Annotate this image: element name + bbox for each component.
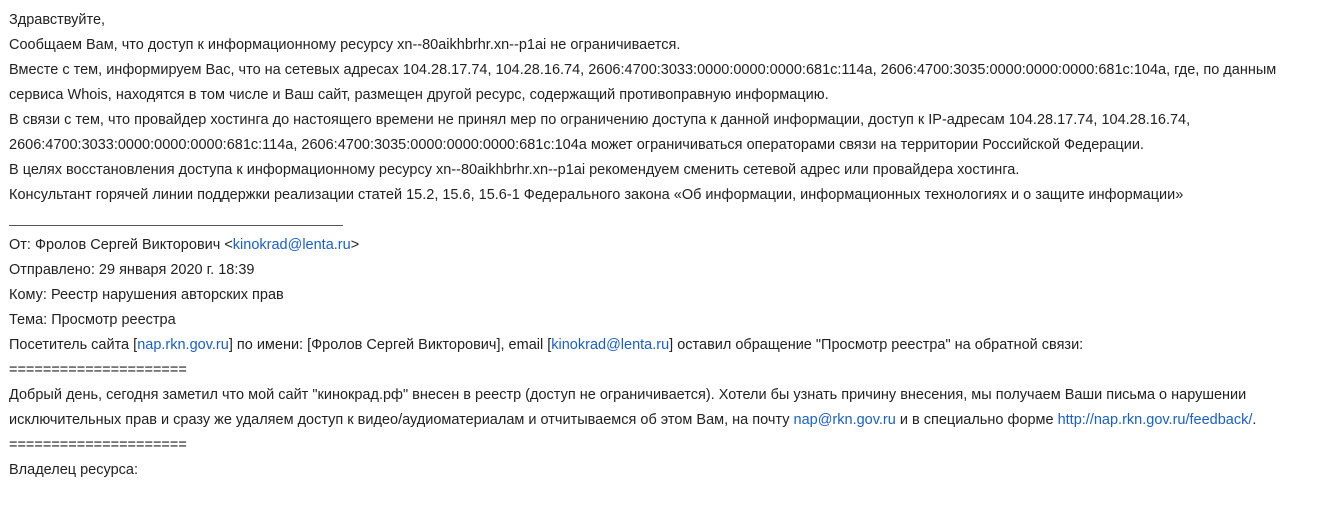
quoted-sent: Отправлено: 29 января 2020 г. 18:39 [9,262,255,278]
paragraph-shared-addresses-line-2: сервиса Whois, находятся в том числе и Ваш сайт, размещен другой ресурс, содержащий противоправную информацию. [9,87,829,103]
paragraph-recommendation: В целях восстановления доступа к информационному ресурсу xn--80aikhbrhr.xn--p1ai рекомендуем сменить сетевой адрес или провайдера хостинга. [9,162,1020,178]
greeting: Здравствуйте, [9,12,106,28]
paragraph-hosting-provider-line-2: 2606:4700:3033:0000:0000:0000:681c:114a, 2606:4700:3035:0000:0000:0000:681c:104a может ограничиваться операторами связи на территории Российской Федерации. [9,137,1144,153]
body-l2-prefix: исключительных прав и сразу же удаляем доступ к видео/аудиоматериалам и отчитываемся об этом Вам, на почту [9,412,794,428]
visitor-message-line-2 [9,408,1329,433]
signature: Консультант горячей линии поддержки реализации статей 15.2, 15.6, 15.6-1 Федерального закона «Об информации, информационных технологиях и о защите информации» [9,187,1184,203]
visitor-mid: ] по имени: [Фролов Сергей Викторович], email [ [228,337,552,353]
quoted-message [9,233,1329,483]
paragraph-hosting-provider-line-1: В связи с тем, что провайдер хостинга до настоящего времени не принял мер по ограничению доступа к данной информации, доступ к IP-адресам 104.28.17.74, 104.28.16.74, [9,112,1191,128]
quote-divider [9,225,343,226]
separator-bottom: ===================== [9,437,187,453]
quoted-subject: Тема: Просмотр реестра [9,312,176,328]
body-l2-mid: и в специально форме [895,412,1058,428]
feedback-form-link[interactable]: http://nap.rkn.gov.ru/feedback/ [1057,412,1253,428]
visitor-site-link[interactable]: nap.rkn.gov.ru [137,337,229,353]
separator-top: ===================== [9,362,187,378]
body-l2-suffix: . [1252,412,1257,428]
visitor-message-line-1: Добрый день, сегодня заметил что мой сайт "кинокрад.рф" внесен в реестр (доступ не ограничивается). Хотели бы узнать причину внесения, мы получаем Ваши письма о нарушении [9,387,1247,403]
visitor-prefix: Посетитель сайта [ [9,337,138,353]
quoted-from [9,233,1329,258]
from-email-link[interactable]: kinokrad@lenta.ru [232,237,351,253]
quoted-to: Кому: Реестр нарушения авторских прав [9,287,284,303]
visitor-suffix: ] оставил обращение "Просмотр реестра" на обратной связи: [669,337,1084,353]
reply-body [9,8,1329,208]
visitor-email-link[interactable]: kinokrad@lenta.ru [551,337,670,353]
email-message [9,8,1329,483]
paragraph-shared-addresses-line-1: Вместе с тем, информируем Вас, что на сетевых адресах 104.28.17.74, 104.28.16.74, 2606:4700:3033:0000:0000:0000:681c:114a, 2606:4700:3035:0000:0000:0000:681c:104a, где, по данным [9,62,1277,78]
from-suffix: > [350,237,360,253]
mail-link[interactable]: nap@rkn.gov.ru [793,412,896,428]
visitor-info [9,333,1329,358]
resource-owner: Владелец ресурса: [9,462,138,478]
from-label: От: Фролов Сергей Викторович < [9,237,233,253]
paragraph-access-status: Сообщаем Вам, что доступ к информационному ресурсу xn--80aikhbrhr.xn--p1ai не ограничивается. [9,37,681,53]
